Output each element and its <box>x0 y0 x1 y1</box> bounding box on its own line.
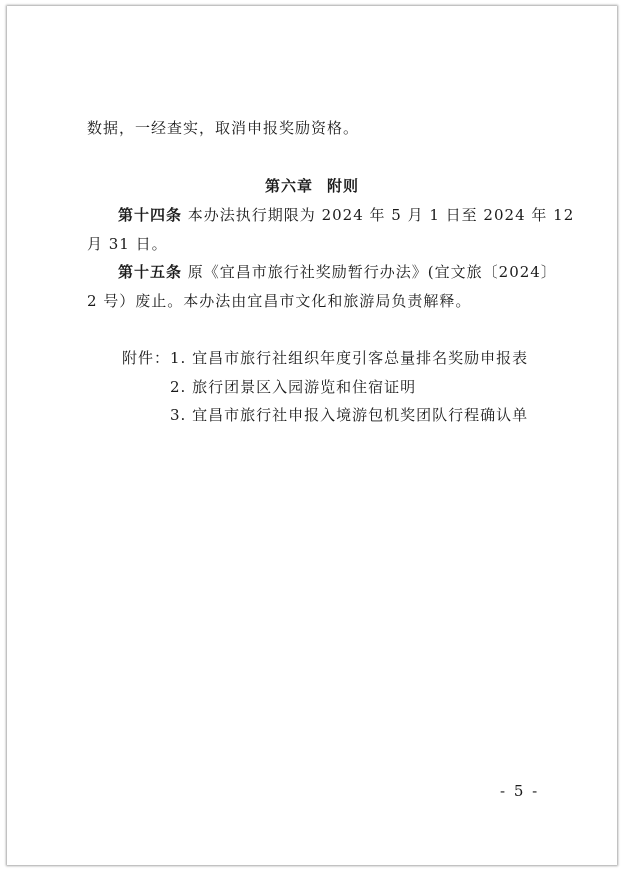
article-14-line-1 <box>118 205 574 225</box>
article-15-line-2: 2 号）废止。本办法由宜昌市文化和旅游局负责解释。 <box>87 292 472 310</box>
article-15-line-1 <box>118 262 557 282</box>
continuation-line: 数据，一经查实，取消申报奖励资格。 <box>87 119 360 137</box>
article-15-text-1: 原《宜昌市旅行社奖励暂行办法》(宜文旅〔2024〕 <box>187 263 557 281</box>
attachment-item-1: 1. 宜昌市旅行社组织年度引客总量排名奖励申报表 <box>170 349 529 367</box>
attachment-item-2: 2. 旅行团景区入园游览和住宿证明 <box>170 378 417 396</box>
article-14-label: 第十四条 <box>118 206 183 224</box>
attachments-label: 附件： <box>122 349 171 367</box>
article-14-line-2: 月 31 日。 <box>87 235 168 253</box>
attachments-line-1 <box>122 348 528 368</box>
article-15-label: 第十五条 <box>118 263 183 281</box>
chapter-number: 第六章 <box>264 177 313 195</box>
article-14-text-1: 本办法执行期限为 2024 年 5 月 1 日至 2024 年 12 <box>187 206 575 224</box>
chapter-title: 附则 <box>327 177 360 195</box>
page-number: - 5 - <box>500 782 540 800</box>
chapter-heading <box>0 176 624 196</box>
attachment-item-3: 3. 宜昌市旅行社申报入境游包机奖团队行程确认单 <box>170 406 529 424</box>
